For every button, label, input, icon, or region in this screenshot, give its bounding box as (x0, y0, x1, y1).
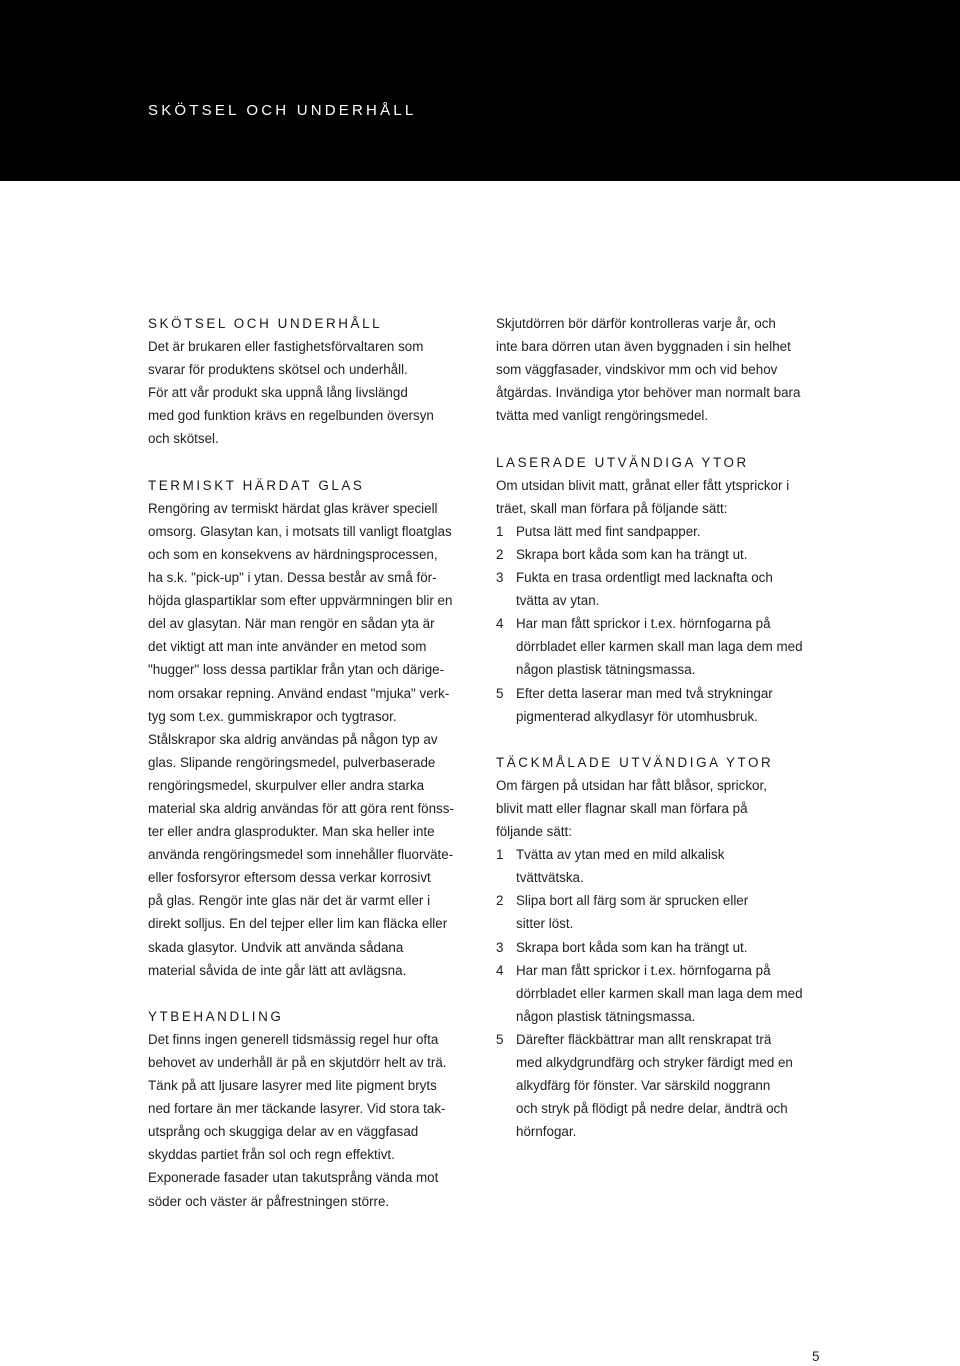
text-line: material såvida de inte går lätt att avlägsna. (148, 962, 407, 978)
list-item-text: tvätta av ytan. (516, 593, 600, 609)
list-item-text: Skrapa bort kåda som kan ha trängt ut. (516, 939, 748, 955)
page-number: 5 (812, 1349, 820, 1364)
right-intro-text (496, 312, 836, 427)
left-column (148, 312, 493, 1213)
text-line: "hugger" loss dessa partiklar från ytan och därige- (148, 662, 445, 678)
text-line: omsorg. Glasytan kan, i motsats till vanligt floatglas (148, 523, 452, 539)
glass-text (148, 497, 493, 982)
surface-text (148, 1028, 493, 1213)
list-item-text: med alkydgrundfärg och stryker färdigt med en (516, 1055, 793, 1070)
section-heading-glazed: LASERADE UTVÄNDIGA YTOR (496, 454, 749, 470)
text-line: följande sätt: (496, 824, 572, 840)
list-item-text: sitter löst. (516, 916, 574, 932)
list-item-number: 3 (496, 939, 504, 955)
text-line: material ska aldrig användas för att göra rent fönss- (148, 800, 454, 816)
list-item-text: någon plastisk tätningsmassa. (516, 662, 696, 678)
text-line: på glas. Rengör inte glas när det är varmt eller i (148, 893, 431, 909)
text-line: höjda glaspartiklar som efter uppvärmningen blir en (148, 593, 453, 609)
text-line: som väggfasader, vindskivor mm och vid behov (496, 362, 778, 378)
text-line: träet, skall man förfara på följande sätt: (496, 500, 728, 516)
list-item (496, 520, 836, 543)
text-line: ter eller andra glasprodukter. Man ska heller inte (148, 824, 435, 840)
list-item (496, 936, 836, 959)
list-item-text: Efter detta laserar man med två strykningar (516, 685, 773, 701)
glazed-steps (496, 520, 836, 728)
text-line: skyddas partiet från sol och regn effektivt. (148, 1147, 395, 1163)
text-line: och skötsel. (148, 431, 219, 447)
list-item (496, 612, 836, 681)
text-line: Exponerade fasader utan takutsprång vända mot (148, 1170, 439, 1186)
list-item-number: 2 (496, 546, 504, 562)
text-line: tvätta med vanligt rengöringsmedel. (496, 408, 709, 424)
list-item-text: Har man fått sprickor i t.ex. hörnfogarna på (516, 962, 771, 978)
section-heading-glass: TERMISKT HÄRDAT GLAS (148, 477, 365, 493)
list-item (496, 1028, 836, 1143)
list-item-text: Fukta en trasa ordentligt med lacknafta och (516, 570, 773, 586)
text-line: Stålskrapor ska aldrig användas på någon typ av (148, 731, 438, 747)
list-item-number: 4 (496, 962, 504, 978)
list-item-text: alkydfärg för fönster. Var särskild noggrann (516, 1078, 771, 1094)
text-line: söder och väster är påfrestningen större. (148, 1193, 390, 1209)
section-heading-surface: YTBEHANDLING (148, 1008, 284, 1024)
list-item (496, 959, 836, 1028)
list-item (496, 843, 836, 889)
text-line: inte bara dörren utan även byggnaden i sin helhet (496, 339, 791, 355)
list-item (496, 682, 836, 728)
text-line: med god funktion krävs en regelbunden översyn (148, 408, 434, 424)
section-heading-painted: TÄCKMÅLADE UTVÄNDIGA YTOR (496, 754, 774, 770)
list-item-text: pigmenterad alkydlasyr för utomhusbruk. (516, 708, 758, 724)
list-item-number: 4 (496, 616, 504, 632)
list-item-text: någon plastisk tätningsmassa. (516, 1008, 696, 1024)
intro-text (148, 335, 493, 450)
text-line: Om färgen på utsidan har fått blåsor, sprickor, (496, 777, 767, 793)
text-line: skada glasytor. Undvik att använda sådana (148, 939, 404, 955)
text-line: Tänk på att ljusare lasyrer med lite pigment bryts (148, 1078, 437, 1094)
list-item-number: 5 (496, 685, 504, 701)
list-item-text: Därefter fläckbättrar man allt renskrapat trä (516, 1031, 772, 1047)
list-item (496, 889, 836, 935)
list-item-number: 1 (496, 523, 504, 539)
list-item-number: 3 (496, 570, 504, 586)
list-item-text: dörrbladet eller karmen skall man laga dem med (516, 639, 803, 655)
text-line: svarar för produktens skötsel och underhåll. (148, 362, 408, 378)
painted-steps (496, 843, 836, 1143)
text-line: utsprång och skuggiga delar av en väggfasad (148, 1124, 419, 1140)
text-line: och som en konsekvens av härdningsprocessen, (148, 546, 438, 562)
spacer (496, 728, 836, 751)
list-item (496, 566, 836, 612)
section-heading-intro: SKÖTSEL OCH UNDERHÅLL (148, 316, 383, 331)
list-item-text: Skrapa bort kåda som kan ha trängt ut. (516, 546, 748, 562)
list-item-text: Putsa lätt med fint sandpapper. (516, 523, 701, 539)
text-line: ned fortare än mer täckande lasyrer. Vid stora tak- (148, 1101, 446, 1117)
text-line: det viktigt att man inte använder en metod som (148, 639, 427, 655)
list-item-text: och stryk på flödigt på nedre delar, ändträ och (516, 1101, 788, 1117)
list-item-number: 2 (496, 893, 504, 909)
list-item-number: 1 (496, 847, 504, 863)
page-title: SKÖTSEL OCH UNDERHÅLL (148, 102, 417, 119)
text-line: blivit matt eller flagnar skall man förfara på (496, 800, 748, 816)
glazed-text (496, 474, 836, 520)
text-line: använda rengöringsmedel som innehåller fluorväte- (148, 847, 454, 863)
text-line: Det finns ingen generell tidsmässig regel hur ofta (148, 1031, 439, 1047)
text-line: Skjutdörren bör därför kontrolleras varje år, och (496, 316, 776, 331)
text-line: glas. Slipande rengöringsmedel, pulverbaserade (148, 754, 436, 770)
text-line: tyg som t.ex. gummiskrapor och tygtrasor. (148, 708, 397, 724)
spacer (496, 427, 836, 450)
right-column (496, 312, 836, 1143)
text-line: Rengöring av termiskt härdat glas kräver speciell (148, 500, 438, 516)
list-item-number: 5 (496, 1031, 504, 1047)
list-item-text: Tvätta av ytan med en mild alkalisk (516, 847, 725, 863)
text-line: direkt solljus. En del tejper eller lim kan fläcka eller (148, 916, 448, 932)
painted-text (496, 774, 836, 843)
text-line: nom orsakar repning. Använd endast "mjuka" verk- (148, 685, 450, 701)
text-line: För att vår produkt ska uppnå lång livslängd (148, 385, 408, 401)
text-line: del av glasytan. När man rengör en sådan yta är (148, 616, 435, 632)
text-line: ha s.k. "pick-up" i ytan. Dessa består av små för- (148, 570, 437, 586)
spacer (148, 982, 493, 1005)
text-line: Om utsidan blivit matt, grånat eller fått ytsprickor i (496, 477, 790, 493)
text-line: behovet av underhåll är på en skjutdörr helt av trä. (148, 1055, 447, 1070)
list-item-text: dörrbladet eller karmen skall man laga dem med (516, 985, 803, 1001)
list-item (496, 543, 836, 566)
text-line: rengöringsmedel, skurpulver eller andra starka (148, 777, 425, 793)
text-line: eller fosforsyror eftersom dessa verkar korrosivt (148, 870, 431, 886)
list-item-text: Slipa bort all färg som är sprucken eller (516, 893, 749, 909)
header-band (0, 0, 960, 181)
list-item-text: Har man fått sprickor i t.ex. hörnfogarna på (516, 616, 771, 632)
text-line: Det är brukaren eller fastighetsförvaltaren som (148, 339, 424, 355)
list-item-text: tvättvätska. (516, 870, 584, 886)
spacer (148, 451, 493, 474)
list-item-text: hörnfogar. (516, 1124, 577, 1140)
text-line: åtgärdas. Invändiga ytor behöver man normalt bara (496, 385, 801, 401)
